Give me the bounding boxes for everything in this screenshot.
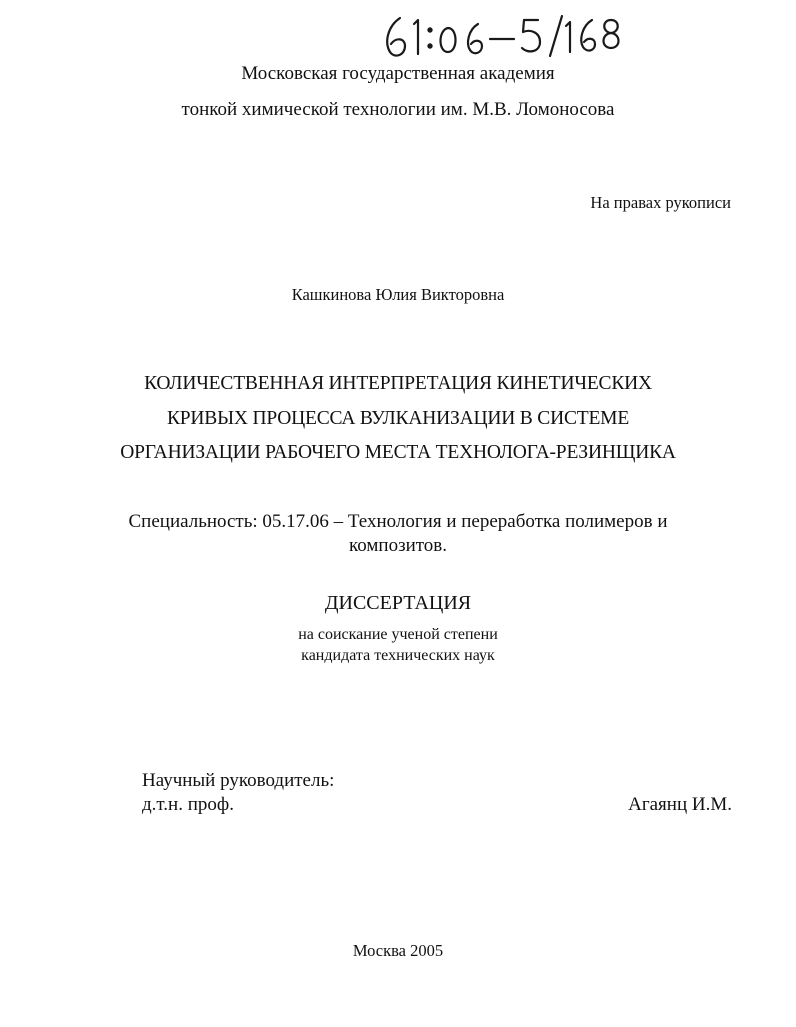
rights-note: На правах рукописи [590, 193, 731, 212]
specialty-line-1: Специальность: 05.17.06 – Технология и переработка полимеров и [128, 511, 668, 532]
city-year: Москва 2005 [352, 941, 444, 960]
supervisor-name: Агаянц И.М. [628, 794, 732, 815]
handwritten-archive-number [378, 12, 628, 64]
degree-line-2: кандидата технических наук [301, 647, 495, 664]
institution-line-2: тонкой химической технологии им. М.В. Ломоносова [181, 99, 615, 120]
title-line-2: КРИВЫХ ПРОЦЕССА ВУЛКАНИЗАЦИИ В СИСТЕМЕ [166, 408, 630, 429]
specialty-line-2: композитов. [348, 535, 448, 556]
institution-line-1: Московская государственная академия [241, 63, 555, 84]
title-line-1: КОЛИЧЕСТВЕННАЯ ИНТЕРПРЕТАЦИЯ КИНЕТИЧЕСКИХ [144, 373, 652, 394]
title-line-3: ОРГАНИЗАЦИИ РАБОЧЕГО МЕСТА ТЕХНОЛОГА-РЕЗИНЩИКА [120, 442, 676, 463]
supervisor-label: Научный руководитель: [142, 770, 335, 791]
work-type: ДИССЕРТАЦИЯ [324, 592, 472, 614]
supervisor-rank: д.т.н. проф. [142, 794, 234, 815]
author-name: Кашкинова Юлия Викторовна [291, 285, 505, 304]
degree-line-1: на соискание ученой степени [298, 626, 498, 643]
